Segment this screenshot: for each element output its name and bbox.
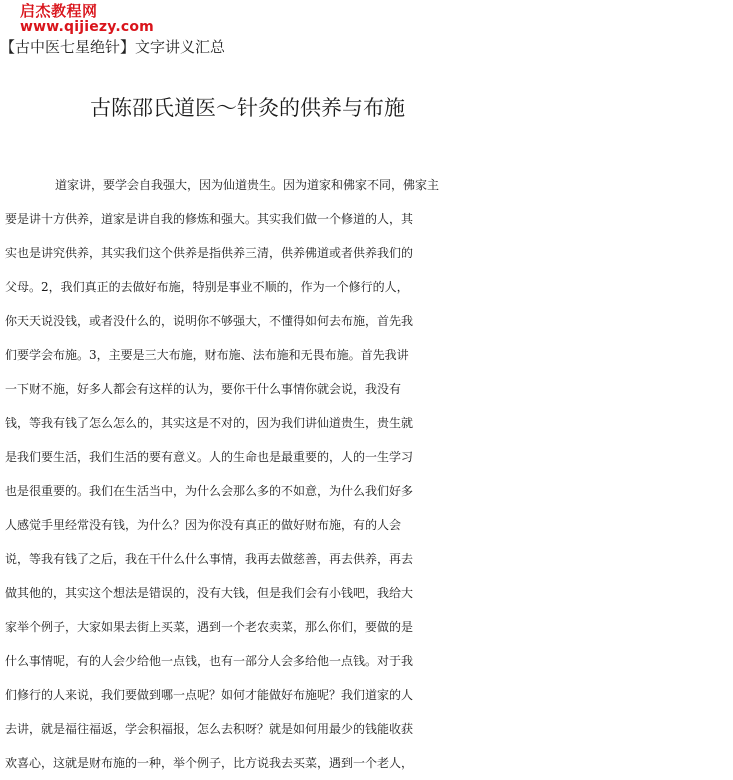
body-line: 说，等我有钱了之后，我在干什么什么事情，我再去做慈善，再去供养，再去 [5,552,414,566]
watermark-site-url: www.qijiezy.com [20,18,154,35]
body-line: 去讲，就是福往福返，学会积福报，怎么去积呀？就是如何用最少的钱能收获 [5,722,414,736]
watermark-site-name: 启杰教程网 [20,2,98,20]
body-line: 们修行的人来说，我们要做到哪一点呢？如何才能做好布施呢？我们道家的人 [5,688,414,702]
body-line: 也是很重要的。我们在生活当中，为什么会那么多的不如意，为什么我们好多 [5,484,414,498]
site-watermark [20,4,154,34]
body-line: 一下财不施，好多人都会有这样的认为，要你干什么事情你就会说，我没有 [5,382,402,396]
body-line: 什么事情呢，有的人会少给他一点钱，也有一部分人会多给他一点钱。对于我 [5,654,414,668]
body-line: 你天天说没钱，或者没什么的，说明你不够强大，不懂得如何去布施，首先我 [5,314,414,328]
body-line: 家举个例子，大家如果去街上买菜，遇到一个老农卖菜，那么你们，要做的是 [5,620,414,634]
body-line: 道家讲，要学会自我强大，因为仙道贵生。因为道家和佛家不同，佛家主 [55,178,440,192]
body-line: 人感觉手里经常没有钱，为什么？因为你没有真正的做好财布施，有的人会 [5,518,402,532]
body-line: 做其他的，其实这个想法是错误的，没有大钱，但是我们会有小钱吧，我给大 [5,586,414,600]
body-line: 实也是讲究供养，其实我们这个供养是指供养三清，供养佛道或者供养我们的 [5,246,414,260]
document-header: 【古中医七星绝针】文字讲义汇总 [0,38,226,56]
body-line: 钱，等我有钱了怎么怎么的，其实这是不对的，因为我们讲仙道贵生，贵生就 [5,416,414,430]
document-title: 古陈邵氏道医～针灸的供养与布施 [90,96,405,120]
body-line: 要是讲十方供养，道家是讲自我的修炼和强大。其实我们做一个修道的人，其 [5,212,414,226]
body-line: 是我们要生活，我们生活的要有意义。人的生命也是最重要的，人的一生学习 [5,450,414,464]
body-line: 欢喜心，这就是财布施的一种，举个例子，比方说我去买菜，遇到一个老人， [5,756,414,770]
body-line: 们要学会布施。3，主要是三大布施，财布施、法布施和无畏布施。首先我讲 [5,348,409,362]
document-body [0,168,733,780]
body-line: 父母。2，我们真正的去做好布施，特别是事业不顺的，作为一个修行的人， [5,280,409,294]
